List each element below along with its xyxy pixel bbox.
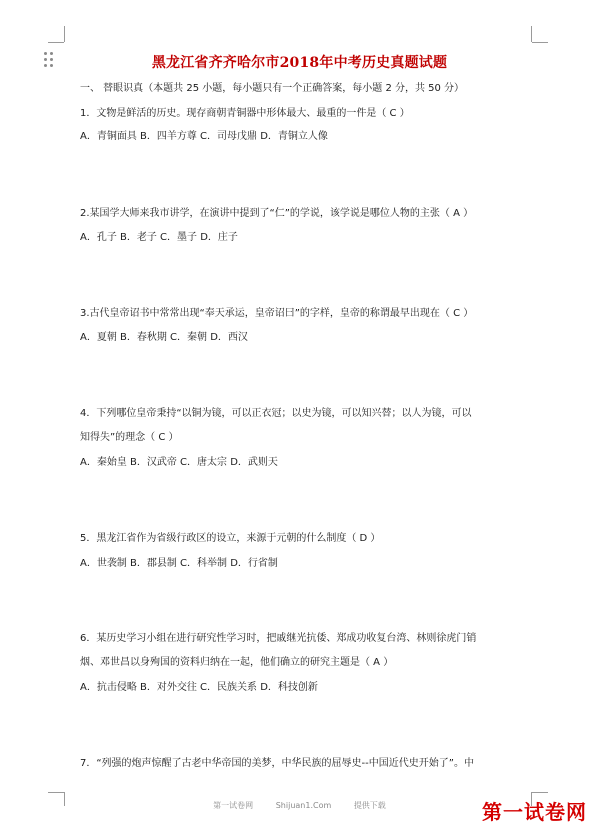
crop-mark <box>532 792 548 793</box>
question-1-options: A．青铜面具 B．四羊方尊 C．司母戊鼎 D．青铜立人像 <box>80 131 328 142</box>
question-3-options: A．夏朝 B．春秋期 C．秦朝 D．西汉 <box>80 332 248 343</box>
crop-mark <box>48 42 64 43</box>
question-3-stem: 3.古代皇帝诏书中常常出现“奉天承运，皇帝诏曰”的字样，皇帝的称谓最早出现在（ C ） <box>80 308 474 319</box>
question-5-options: A．世袭制 B．郡县制 C．科举制 D．行省制 <box>80 558 278 569</box>
question-2-stem: 2.某国学大师来我市讲学，在演讲中提到了“仁”的学说，该学说是哪位人物的主张（ A ） <box>80 208 474 219</box>
question-2-options: A．孔子 B．老子 C．墨子 D．庄子 <box>80 232 238 243</box>
crop-mark <box>532 42 548 43</box>
question-4-options: A．秦始皇 B．汉武帝 C．唐太宗 D．武则天 <box>80 457 278 468</box>
question-4-stem: 4．下列哪位皇帝秉持“以铜为镜，可以正衣冠；以史为镜，可以知兴替；以人为镜，可以 <box>80 408 472 419</box>
question-6-stem: 6．某历史学习小组在进行研究性学习时，把戚继光抗倭、郑成功收复台湾、林则徐虎门销 <box>80 633 477 644</box>
question-6-stem-cont: 烟、邓世昌以身殉国的资料归纳在一起，他们确立的研究主题是（ A ） <box>80 657 394 668</box>
question-7-stem: 7．“列强的炮声惊醒了古老中华帝国的美梦，中华民族的屈辱史--中国近代史开始了”。中 <box>80 758 474 769</box>
footer-download-text: 提供下载 <box>353 801 386 810</box>
crop-mark <box>531 26 532 42</box>
section-heading: 一、 替眼识真（本题共 25 小题，每小题只有一个正确答案，每小题 2 分，共 50 分） <box>80 83 465 94</box>
brand-watermark: 第一试卷网 <box>482 800 587 824</box>
crop-mark <box>48 792 64 793</box>
footer-site-url: Shijuan1.Com <box>275 801 332 810</box>
page-title: 黑龙江省齐齐哈尔市2018年中考历史真题试题 <box>151 55 448 71</box>
question-5-stem: 5．黑龙江省作为省级行政区的设立，来源于元朝的什么制度（ D ） <box>80 533 381 544</box>
footer-site-name: 第一试卷网 <box>213 801 254 810</box>
question-4-stem-cont: 知得失”的理念（ C ） <box>80 432 179 443</box>
question-6-options: A．抗击侵略 B．对外交往 C．民族关系 D．科技创新 <box>80 682 318 693</box>
crop-mark <box>64 26 65 42</box>
question-1-stem: 1．文物是鲜活的历史。现存商朝青铜器中形体最大、最重的一件是（ C ） <box>80 108 410 119</box>
